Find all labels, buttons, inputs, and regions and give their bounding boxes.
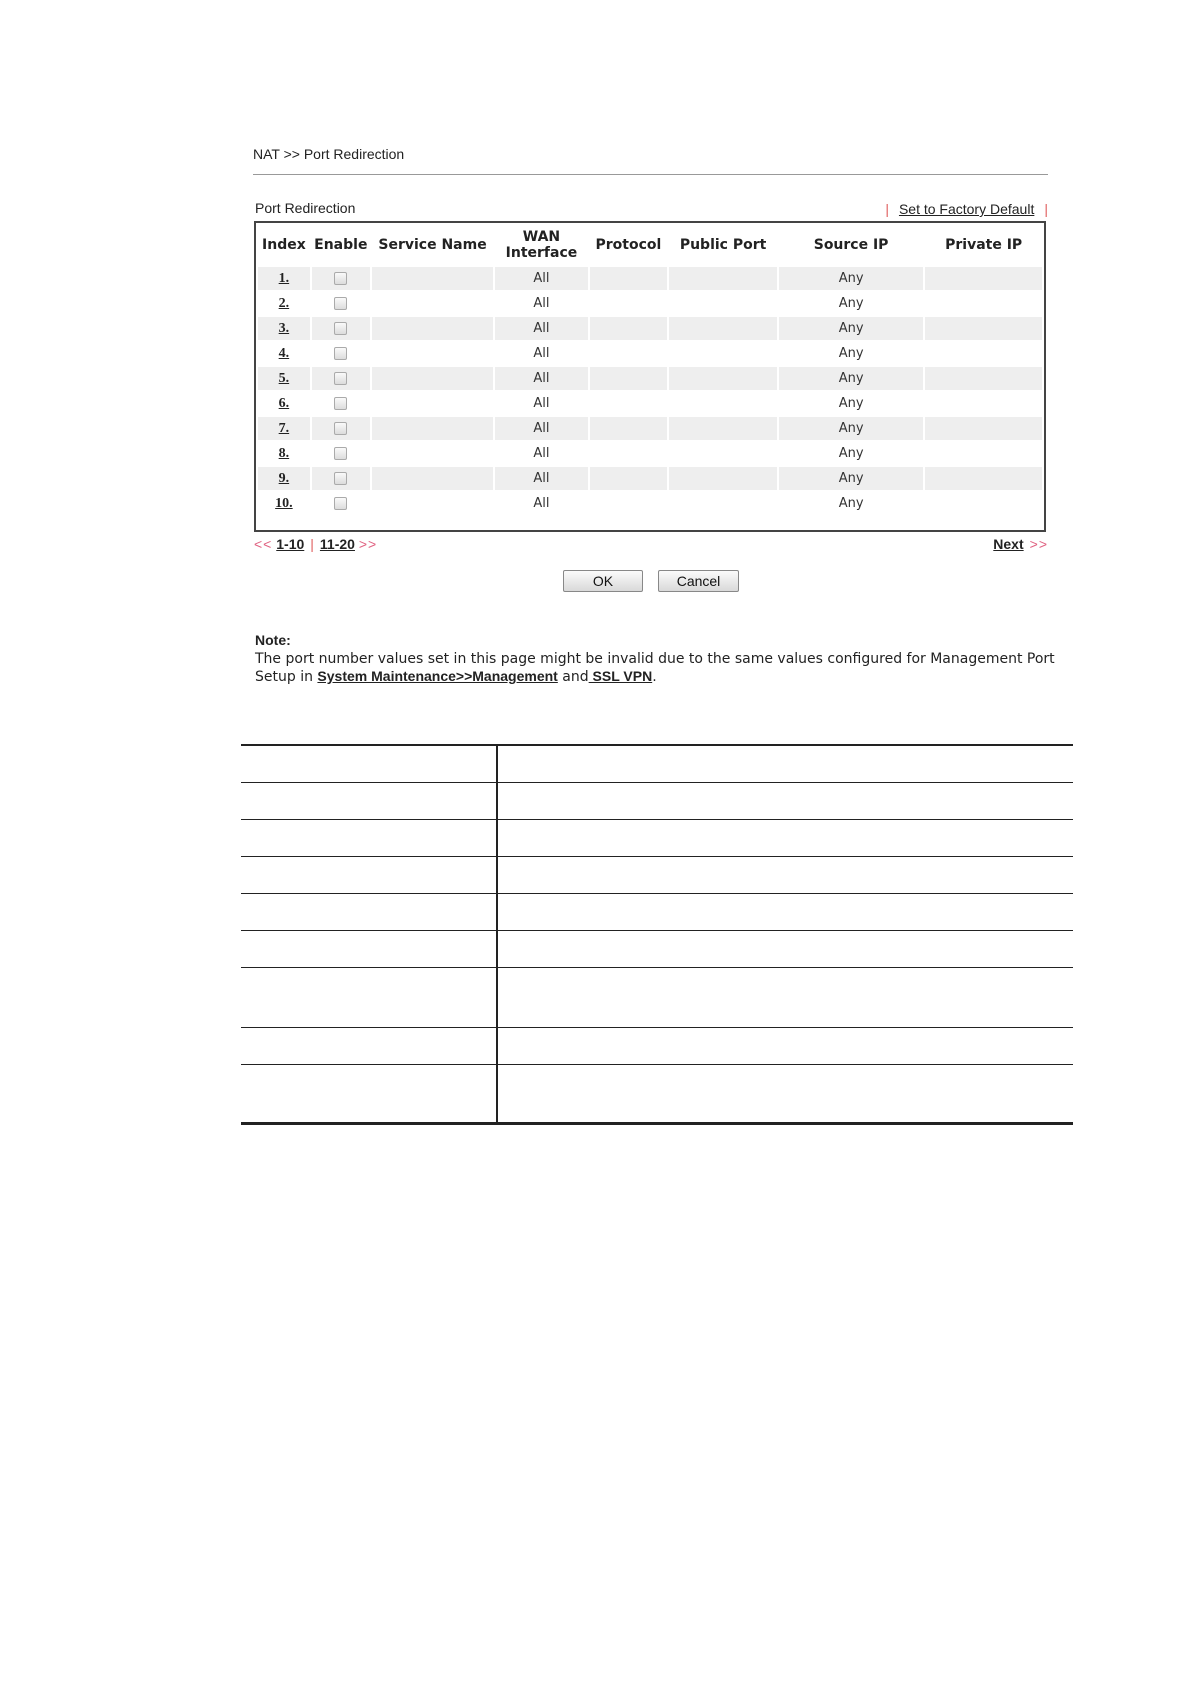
table-row (258, 317, 1042, 340)
private-ip-cell (925, 392, 1042, 415)
note-text (255, 651, 1055, 686)
system-maintenance-management-link[interactable]: System Maintenance>>Management (317, 668, 558, 684)
col-wan-interface (495, 225, 587, 265)
set-factory-default-link[interactable]: Set to Factory Default (898, 201, 1035, 217)
col-service-name: Service Name (378, 237, 487, 253)
index-cell (258, 292, 310, 315)
private-ip-cell (925, 417, 1042, 440)
page-link-11-20[interactable]: 11-20 (319, 536, 355, 552)
index-cell (258, 342, 310, 365)
page-link-1-10[interactable]: 1-10 (276, 536, 305, 552)
table-row (258, 392, 1042, 415)
col-public-port: Public Port (679, 237, 767, 253)
enable-cell (312, 492, 370, 515)
source-ip-cell: Any (779, 317, 923, 340)
enable-cell (312, 392, 370, 415)
row-index-link[interactable]: 2. (278, 295, 290, 311)
service-name-cell (372, 442, 494, 465)
protocol-cell (590, 267, 668, 290)
title-divider (253, 174, 1048, 175)
row-index-link[interactable]: 10. (275, 495, 293, 511)
service-name-cell (372, 292, 494, 315)
doc-row (241, 783, 1073, 820)
index-cell (258, 267, 310, 290)
service-name-cell (372, 367, 494, 390)
note-text-after: . (652, 669, 657, 685)
table-row (258, 292, 1042, 315)
protocol-cell (590, 367, 668, 390)
private-ip-cell (925, 492, 1042, 515)
doc-row (241, 820, 1073, 857)
service-name-cell (372, 342, 494, 365)
enable-checkbox[interactable] (334, 397, 347, 410)
enable-cell (312, 267, 370, 290)
private-ip-cell (925, 267, 1042, 290)
source-ip-cell: Any (779, 392, 923, 415)
wan-cell: All (495, 292, 587, 315)
private-ip-cell (925, 442, 1042, 465)
public-port-cell (669, 492, 777, 515)
cancel-button[interactable]: Cancel (658, 570, 739, 592)
protocol-cell (590, 467, 668, 490)
table-row (258, 342, 1042, 365)
source-ip-cell: Any (779, 342, 923, 365)
service-name-cell (372, 467, 494, 490)
wan-cell: All (495, 442, 587, 465)
next-page-area (993, 536, 1048, 552)
service-name-cell (372, 417, 494, 440)
row-index-link[interactable]: 9. (278, 470, 290, 486)
pagination (254, 536, 377, 552)
source-ip-cell: Any (779, 367, 923, 390)
index-cell (258, 442, 310, 465)
enable-cell (312, 367, 370, 390)
index-cell (258, 492, 310, 515)
source-ip-cell: Any (779, 467, 923, 490)
protocol-cell (590, 292, 668, 315)
factory-default-area (875, 201, 1048, 217)
col-source-ip: Source IP (813, 237, 889, 253)
factory-sep-right: | (1044, 201, 1048, 217)
enable-cell (312, 342, 370, 365)
public-port-cell (669, 442, 777, 465)
service-name-cell (372, 392, 494, 415)
enable-cell (312, 292, 370, 315)
source-ip-cell: Any (779, 492, 923, 515)
wan-cell: All (495, 392, 587, 415)
protocol-cell (590, 342, 668, 365)
col-wan-line2: Interface (505, 245, 578, 261)
public-port-cell (669, 417, 777, 440)
enable-checkbox[interactable] (334, 372, 347, 385)
row-index-link[interactable]: 3. (278, 320, 290, 336)
protocol-cell (590, 392, 668, 415)
enable-checkbox[interactable] (334, 347, 347, 360)
public-port-cell (669, 292, 777, 315)
wan-cell: All (495, 367, 587, 390)
source-ip-cell: Any (779, 267, 923, 290)
enable-checkbox[interactable] (334, 422, 347, 435)
protocol-cell (590, 317, 668, 340)
doc-row (241, 931, 1073, 968)
page-sep: | (310, 536, 314, 552)
col-index: Index (262, 237, 306, 253)
enable-cell (312, 467, 370, 490)
row-index-link[interactable]: 8. (278, 445, 290, 461)
note-text-before: The port number values set in this page might be invalid due to the same values configured for Management Port Setup in (255, 651, 1055, 685)
section-title: Port Redirection (255, 200, 356, 216)
enable-checkbox[interactable] (334, 447, 347, 460)
protocol-cell (590, 492, 668, 515)
wan-cell: All (495, 317, 587, 340)
note-label: Note: (255, 632, 291, 648)
note-text-middle: and (557, 669, 589, 685)
table-row (258, 417, 1042, 440)
next-page-arrows: >> (1029, 536, 1048, 552)
private-ip-cell (925, 342, 1042, 365)
doc-row (241, 894, 1073, 931)
table-row (258, 492, 1042, 515)
private-ip-cell (925, 467, 1042, 490)
index-cell (258, 392, 310, 415)
index-cell (258, 317, 310, 340)
source-ip-cell: Any (779, 442, 923, 465)
private-ip-cell (925, 292, 1042, 315)
wan-cell: All (495, 417, 587, 440)
next-arrows: >> (358, 536, 378, 552)
table-row (258, 442, 1042, 465)
enable-cell (312, 317, 370, 340)
col-protocol: Protocol (595, 237, 662, 253)
enable-checkbox[interactable] (334, 472, 347, 485)
enable-checkbox[interactable] (334, 322, 347, 335)
doc-row (241, 1028, 1073, 1065)
public-port-cell (669, 392, 777, 415)
prev-arrows: << (254, 536, 273, 552)
port-redirection-table (254, 221, 1046, 532)
private-ip-cell (925, 317, 1042, 340)
col-wan-line1: WAN (522, 229, 561, 245)
wan-cell: All (495, 492, 587, 515)
doc-row (241, 968, 1073, 1028)
factory-sep-left: | (885, 201, 889, 217)
protocol-cell (590, 417, 668, 440)
index-cell (258, 417, 310, 440)
source-ip-cell: Any (779, 292, 923, 315)
enable-cell (312, 442, 370, 465)
public-port-cell (669, 467, 777, 490)
next-page-link[interactable]: Next (993, 536, 1024, 552)
table-row (258, 467, 1042, 490)
row-index-link[interactable]: 4. (278, 345, 290, 361)
doc-row (241, 744, 1073, 783)
page-title: NAT >> Port Redirection (253, 146, 405, 162)
service-name-cell (372, 492, 494, 515)
protocol-cell (590, 442, 668, 465)
doc-column-divider (496, 744, 498, 1124)
index-cell (258, 367, 310, 390)
row-index-link[interactable]: 5. (278, 370, 290, 386)
public-port-cell (669, 267, 777, 290)
enable-checkbox[interactable] (334, 497, 347, 510)
row-index-link[interactable]: 6. (278, 395, 290, 411)
public-port-cell (669, 367, 777, 390)
row-index-link[interactable]: 1. (278, 270, 290, 286)
wan-cell: All (495, 467, 587, 490)
service-name-cell (372, 317, 494, 340)
wan-cell: All (495, 267, 587, 290)
index-cell (258, 467, 310, 490)
ok-button[interactable]: OK (563, 570, 643, 592)
enable-checkbox[interactable] (334, 297, 347, 310)
table-row (258, 267, 1042, 290)
enable-checkbox[interactable] (334, 272, 347, 285)
private-ip-cell (925, 367, 1042, 390)
service-name-cell (372, 267, 494, 290)
ssl-vpn-link[interactable]: SSL VPN (588, 668, 653, 684)
wan-cell: All (495, 342, 587, 365)
table-row (258, 367, 1042, 390)
doc-row (241, 857, 1073, 894)
doc-table-bottom-rule (241, 1122, 1073, 1125)
enable-cell (312, 417, 370, 440)
row-index-link[interactable]: 7. (278, 420, 290, 436)
public-port-cell (669, 317, 777, 340)
public-port-cell (669, 342, 777, 365)
col-private-ip: Private IP (945, 237, 1023, 253)
source-ip-cell: Any (779, 417, 923, 440)
col-enable: Enable (314, 237, 368, 253)
